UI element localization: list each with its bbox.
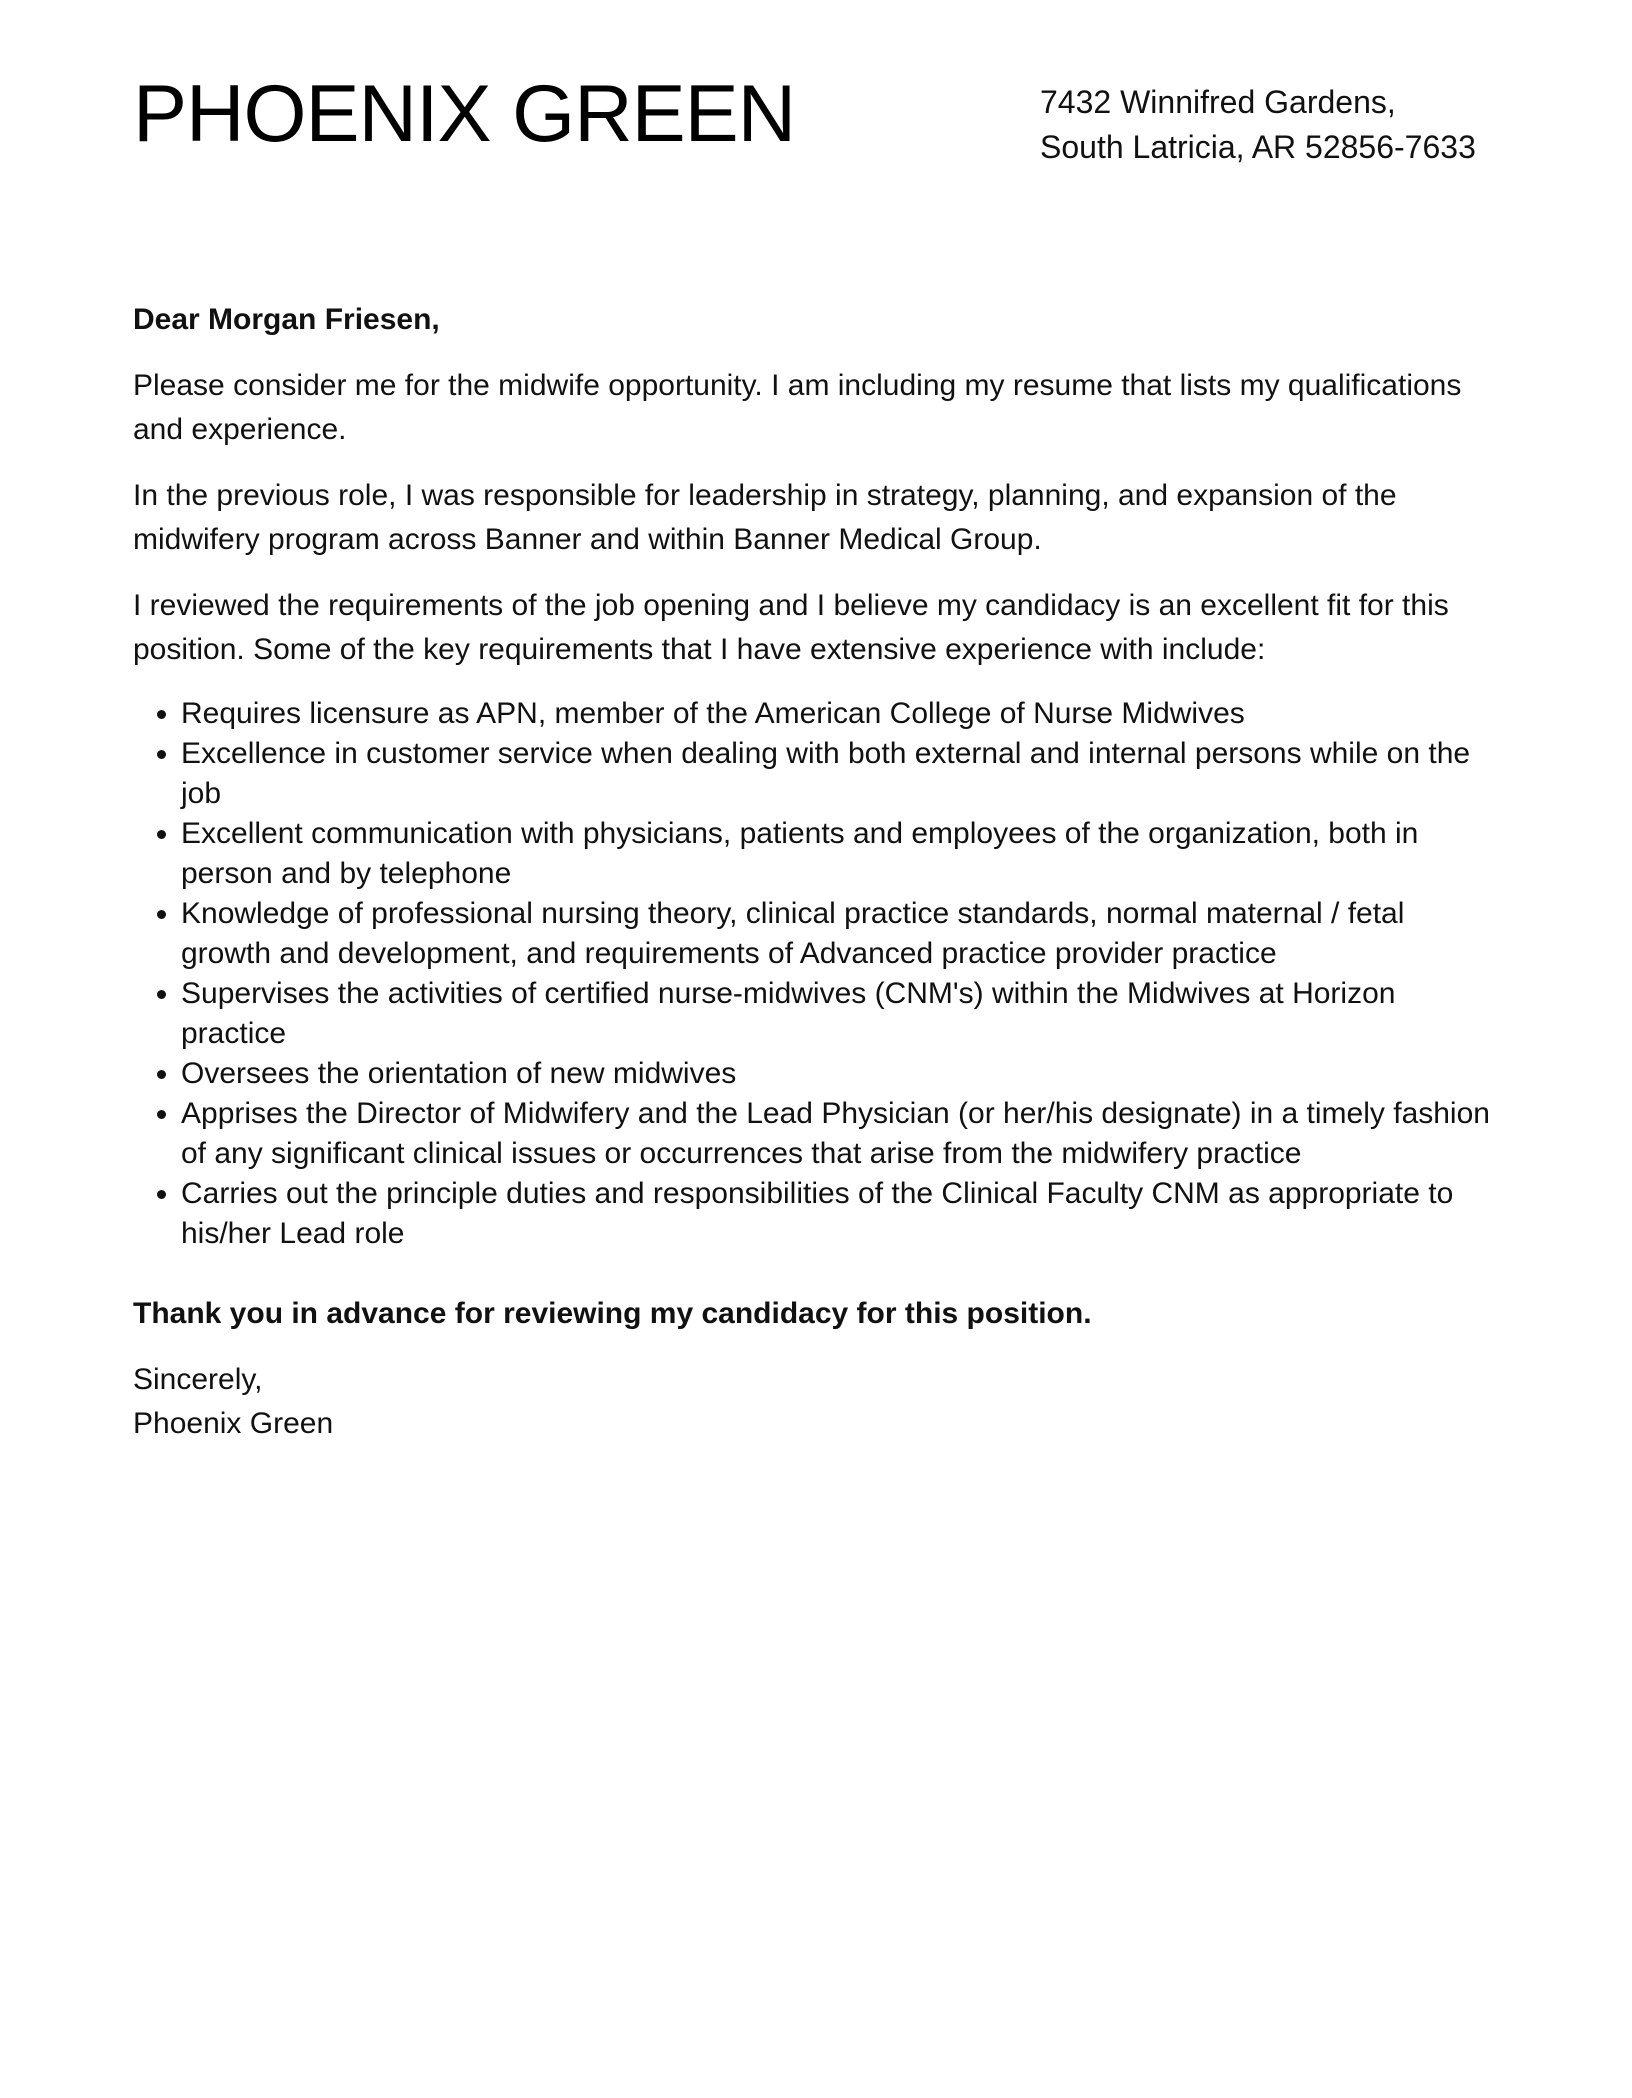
closing-line: Thank you in advance for reviewing my candidacy for this position. <box>133 1297 1092 1330</box>
list-item: • Requires licensure as APN, member of the American College of Nurse Midwives <box>181 694 1493 734</box>
salutation: Dear Morgan Friesen, <box>133 303 440 336</box>
address-line-2: South Latricia, AR 52856-7633 <box>1040 129 1476 165</box>
applicant-name: PHOENIX GREEN <box>133 69 796 159</box>
requirements-intro-paragraph: I reviewed the requirements of the job opening and I believe my candidacy is an excellent fit for this position. Some of the key requirements that I have extensive experience with include: <box>133 589 1449 666</box>
letter-body <box>133 298 1493 1446</box>
signoff-block <box>133 1358 1493 1446</box>
intro-paragraph: Please consider me for the midwife opportunity. I am including my resume that lists my qualifications and experience. <box>133 369 1462 446</box>
applicant-address <box>1040 80 1476 170</box>
list-item: • Supervises the activities of certified nurse-midwives (CNM's) within the Midwives at Horizon practice <box>181 974 1493 1054</box>
list-item: • Knowledge of professional nursing theory, clinical practice standards, normal maternal / fetal growth and development, and requirements of Advanced practice provider practice <box>181 894 1493 974</box>
list-item: • Apprises the Director of Midwifery and the Lead Physician (or her/his designate) in a timely fashion of any significant clinical issues or occurrences that arise from the midwifery practice <box>181 1094 1493 1174</box>
previous-role-paragraph: In the previous role, I was responsible for leadership in strategy, planning, and expansion of the midwifery program across Banner and within Banner Medical Group. <box>133 479 1397 556</box>
address-line-1: 7432 Winnifred Gardens, <box>1040 84 1396 120</box>
signoff: Sincerely, <box>133 1363 263 1396</box>
list-item: • Carries out the principle duties and responsibilities of the Clinical Faculty CNM as appropriate to his/her Lead role <box>181 1174 1493 1254</box>
requirements-list <box>133 694 1493 1254</box>
list-item: • Oversees the orientation of new midwives <box>181 1054 1493 1094</box>
list-item: • Excellent communication with physicians, patients and employees of the organization, both in person and by telephone <box>181 814 1493 894</box>
list-item: • Excellence in customer service when dealing with both external and internal persons while on the job <box>181 734 1493 814</box>
signature-name: Phoenix Green <box>133 1407 334 1440</box>
